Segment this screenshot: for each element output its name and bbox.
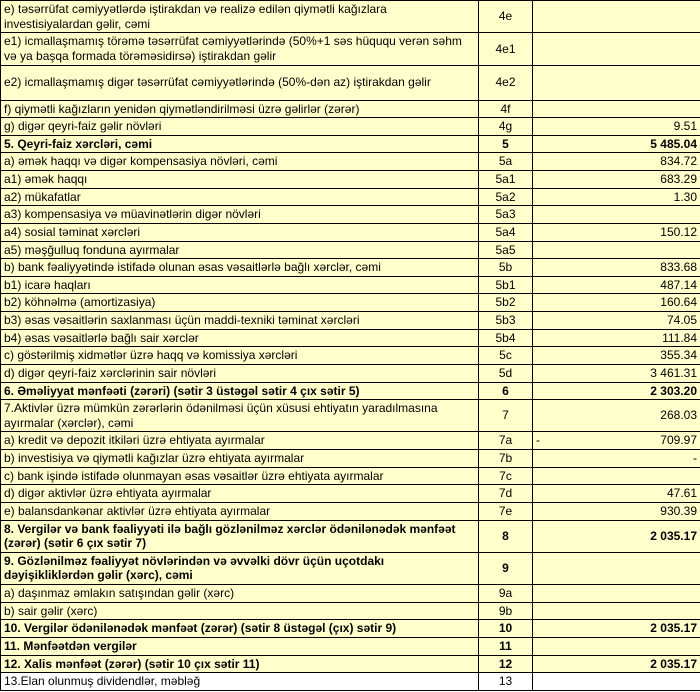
row-label: a) kredit və depozit itkiləri üzrə ehtiyata ayırmalar bbox=[1, 432, 479, 450]
row-code: 5b1 bbox=[479, 276, 533, 294]
row-label: 12. Xalis mənfəət (zərər) (sətir 10 çıx sətir 11) bbox=[1, 655, 479, 673]
table-row bbox=[1, 259, 700, 277]
row-value: 2 035.17 bbox=[533, 520, 700, 552]
row-code: 7 bbox=[479, 400, 533, 432]
table-row bbox=[1, 312, 700, 330]
row-value: 9.51 bbox=[533, 118, 700, 136]
row-code: 5a4 bbox=[479, 223, 533, 241]
row-value: 834.72 bbox=[533, 153, 700, 171]
table-row bbox=[1, 585, 700, 603]
table-row bbox=[1, 450, 700, 468]
row-code: 7c bbox=[479, 467, 533, 485]
row-label: a) daşınmaz əmlakın satışından gəlir (xərc) bbox=[1, 585, 479, 603]
row-code: 7b bbox=[479, 450, 533, 468]
row-value bbox=[533, 602, 700, 620]
row-code: 5b2 bbox=[479, 294, 533, 312]
row-value: 111.84 bbox=[533, 329, 700, 347]
table-row bbox=[1, 485, 700, 503]
row-code: 4e1 bbox=[479, 33, 533, 65]
table-row bbox=[1, 552, 700, 584]
row-label: 7.Aktivlər üzrə mümkün zərərlərin ödənilməsi üçün xüsusi ehtiyatın yaradılmasına ayırmalar (xərclər), cəmi bbox=[1, 400, 479, 432]
table-row bbox=[1, 276, 700, 294]
row-label: 9. Gözlənilməz fəaliyyət növlərindən və əvvəlki dövr üçün uçotdakı dəyişikliklərdən gəlir (xərc), cəmi bbox=[1, 552, 479, 584]
row-value: 683.29 bbox=[533, 171, 700, 189]
row-code: 4e bbox=[479, 1, 533, 33]
row-label: b) investisiya və qiymətli kağızlar üzrə ehtiyata ayırmalar bbox=[1, 450, 479, 468]
row-code: 5c bbox=[479, 347, 533, 365]
row-label: 6. Əməliyyat mənfəəti (zərəri) (sətir 3 üstəgəl sətir 4 çıx sətir 5) bbox=[1, 382, 479, 400]
table-row bbox=[1, 602, 700, 620]
table-row bbox=[1, 620, 700, 638]
row-value: 3 461.31 bbox=[533, 364, 700, 382]
row-value bbox=[533, 467, 700, 485]
row-label: b4) əsas vəsaitlərlə bağlı sair xərclər bbox=[1, 329, 479, 347]
row-label: b) bank fəaliyyətində istifadə olunan əsas vəsaitlərlə bağlı xərclər, cəmi bbox=[1, 259, 479, 277]
row-value bbox=[533, 673, 700, 691]
row-label: 11. Mənfəətdən vergilər bbox=[1, 637, 479, 655]
row-code: 4g bbox=[479, 118, 533, 136]
row-code: 5a3 bbox=[479, 206, 533, 224]
table-row bbox=[1, 382, 700, 400]
table-row bbox=[1, 100, 700, 118]
row-value: 355.34 bbox=[533, 347, 700, 365]
row-code: 5d bbox=[479, 364, 533, 382]
row-value: 487.14 bbox=[533, 276, 700, 294]
row-label: e2) icmallaşmamış digər təsərrüfat cəmiyyətlərində (50%-dən az) iştirakdan gəlir bbox=[1, 65, 479, 100]
table-row bbox=[1, 223, 700, 241]
row-label: c) bank işində istifadə olunmayan əsas vəsaitlər üzrə ehtiyata ayırmalar bbox=[1, 467, 479, 485]
table-row bbox=[1, 118, 700, 136]
row-code: 4e2 bbox=[479, 65, 533, 100]
row-value: 160.64 bbox=[533, 294, 700, 312]
row-code: 9a bbox=[479, 585, 533, 603]
row-value: 268.03 bbox=[533, 400, 700, 432]
row-value: 2 303.20 bbox=[533, 382, 700, 400]
row-value bbox=[533, 432, 700, 450]
row-code: 5a bbox=[479, 153, 533, 171]
row-value bbox=[533, 637, 700, 655]
row-code: 9b bbox=[479, 602, 533, 620]
row-value: 47.61 bbox=[533, 485, 700, 503]
table-row bbox=[1, 135, 700, 153]
row-label: a3) kompensasiya və müavinətlərin digər növləri bbox=[1, 206, 479, 224]
row-label: b2) köhnəlmə (amortizasiya) bbox=[1, 294, 479, 312]
row-label: 10. Vergilər ödənilənədək mənfəət (zərər) (sətir 8 üstəgəl (çıx) sətir 9) bbox=[1, 620, 479, 638]
row-label: f) qiymətli kağızların yenidən qiymətləndirilməsi üzrə gəlirlər (zərər) bbox=[1, 100, 479, 118]
row-label: b1) icarə haqları bbox=[1, 276, 479, 294]
table-row bbox=[1, 520, 700, 552]
row-code: 10 bbox=[479, 620, 533, 638]
row-value bbox=[533, 241, 700, 259]
row-code: 5b3 bbox=[479, 312, 533, 330]
row-label: e) təsərrüfat cəmiyyətlərdə iştirakdan və realizə edilən qiymətli kağızlara investisiyalardan gəlir, cəmi bbox=[1, 1, 479, 33]
table-row bbox=[1, 241, 700, 259]
row-value: - bbox=[533, 450, 700, 468]
row-value: 2 035.17 bbox=[533, 655, 700, 673]
table-row bbox=[1, 467, 700, 485]
row-value: 2 035.17 bbox=[533, 620, 700, 638]
table-row bbox=[1, 502, 700, 520]
row-value bbox=[533, 65, 700, 100]
row-code: 5b bbox=[479, 259, 533, 277]
row-value: 1.30 bbox=[533, 188, 700, 206]
row-label: b3) əsas vəsaitlərin saxlanması üçün maddi-texniki təminat xərcləri bbox=[1, 312, 479, 330]
row-value bbox=[533, 585, 700, 603]
table-row bbox=[1, 294, 700, 312]
row-label: d) digər aktivlər üzrə ehtiyata ayırmalar bbox=[1, 485, 479, 503]
table-row bbox=[1, 329, 700, 347]
table-row bbox=[1, 347, 700, 365]
row-code: 6 bbox=[479, 382, 533, 400]
table-row bbox=[1, 637, 700, 655]
row-label: e1) icmallaşmamış törəmə təsərrüfat cəmiyyətlərində (50%+1 səs hüququ verən səhm və ya başqa formada törəməsidirsə) iştirakdan gəlir bbox=[1, 33, 479, 65]
row-value-number: 709.97 bbox=[660, 433, 697, 448]
row-code: 7d bbox=[479, 485, 533, 503]
income-statement-body bbox=[1, 1, 700, 691]
row-label: a1) əmək haqqı bbox=[1, 171, 479, 189]
row-label: a5) məşğulluq fonduna ayırmalar bbox=[1, 241, 479, 259]
row-value: 150.12 bbox=[533, 223, 700, 241]
row-label: 5. Qeyri-faiz xərcləri, cəmi bbox=[1, 135, 479, 153]
row-code: 8 bbox=[479, 520, 533, 552]
table-row bbox=[1, 153, 700, 171]
row-label: 13.Elan olunmuş dividendlər, məbləğ bbox=[1, 673, 479, 691]
row-label: g) digər qeyri-faiz gəlir növləri bbox=[1, 118, 479, 136]
row-code: 13 bbox=[479, 673, 533, 691]
row-label: e) balansdankənar aktivlər üzrə ehtiyata ayırmalar bbox=[1, 502, 479, 520]
table-row bbox=[1, 655, 700, 673]
row-code: 5 bbox=[479, 135, 533, 153]
row-code: 5a5 bbox=[479, 241, 533, 259]
row-code: 5b4 bbox=[479, 329, 533, 347]
row-value bbox=[533, 552, 700, 584]
row-code: 5a2 bbox=[479, 188, 533, 206]
row-label: a2) mükafatlar bbox=[1, 188, 479, 206]
row-code: 9 bbox=[479, 552, 533, 584]
row-value bbox=[533, 33, 700, 65]
row-code: 5a1 bbox=[479, 171, 533, 189]
table-row bbox=[1, 33, 700, 65]
table-row bbox=[1, 188, 700, 206]
row-label: d) digər qeyri-faiz xərclərinin sair növləri bbox=[1, 364, 479, 382]
row-label: a4) sosial təminat xərcləri bbox=[1, 223, 479, 241]
table-row bbox=[1, 432, 700, 450]
table-row bbox=[1, 1, 700, 33]
table-row bbox=[1, 206, 700, 224]
negative-sign: - bbox=[536, 433, 540, 448]
row-value: 833.68 bbox=[533, 259, 700, 277]
row-code: 7e bbox=[479, 502, 533, 520]
table-row bbox=[1, 673, 700, 691]
row-code: 11 bbox=[479, 637, 533, 655]
row-label: b) sair gəlir (xərc) bbox=[1, 602, 479, 620]
table-row bbox=[1, 400, 700, 432]
row-value: 930.39 bbox=[533, 502, 700, 520]
row-value bbox=[533, 1, 700, 33]
row-label: c) göstərilmiş xidmətlər üzrə haqq və komissiya xərcləri bbox=[1, 347, 479, 365]
row-value bbox=[533, 206, 700, 224]
row-code: 12 bbox=[479, 655, 533, 673]
row-value bbox=[533, 100, 700, 118]
row-label: a) əmək haqqı və digər kompensasiya növləri, cəmi bbox=[1, 153, 479, 171]
table-row bbox=[1, 364, 700, 382]
row-value: 5 485.04 bbox=[533, 135, 700, 153]
row-code: 7a bbox=[479, 432, 533, 450]
table-row bbox=[1, 171, 700, 189]
row-code: 4f bbox=[479, 100, 533, 118]
row-label: 8. Vergilər və bank fəaliyyəti ilə bağlı gözlənilməz xərclər ödənilənədək mənfəət (zərər) (sətir 6 çıx sətir 7) bbox=[1, 520, 479, 552]
row-value: 74.05 bbox=[533, 312, 700, 330]
table-row bbox=[1, 65, 700, 100]
